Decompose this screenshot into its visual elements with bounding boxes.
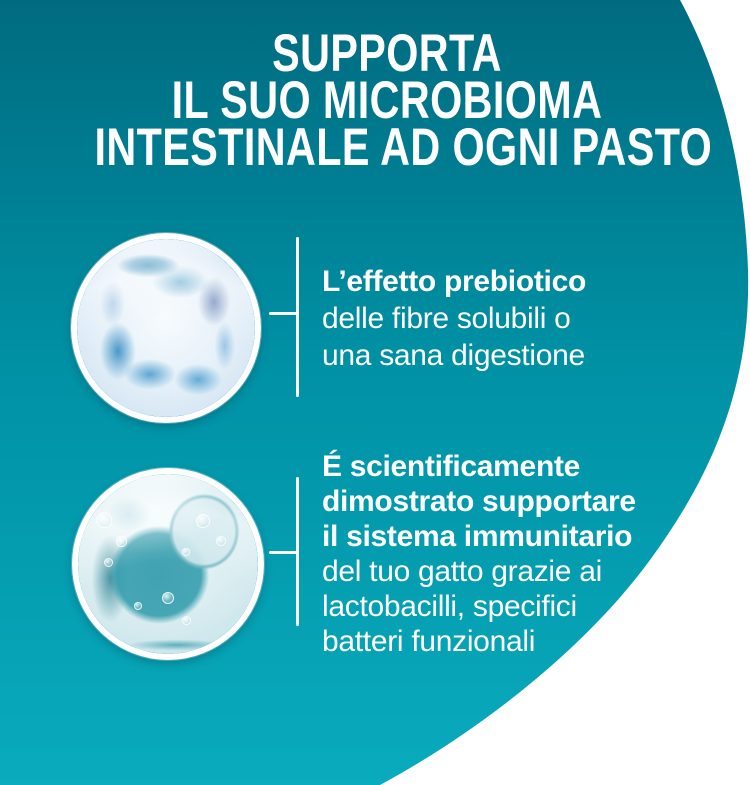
text-line: il sistema immunitario [322,520,633,553]
immune-support-text [322,449,636,659]
prebiotic-effect-text [322,263,586,374]
glass-highlight [78,474,258,654]
callout-line-tick-1 [269,312,299,315]
text-line: dimostrato supportare [322,485,636,518]
text-line: una sana digestione [322,339,585,372]
headline [94,24,713,177]
text-line: del tuo gatto grazie ai [322,555,602,588]
text-line: lactobacilli, specifici [322,590,577,623]
headline-line-2: IL SUO MICROBIOMA [171,71,603,130]
text-line: delle fibre solubili o [322,302,571,335]
glass-highlight [77,239,255,417]
callout-line-tick-2 [269,551,299,554]
callout-line-vertical-1 [296,237,299,397]
headline-line-1: SUPPORTA [272,24,502,83]
text-line: L’effetto prebiotico [322,265,587,298]
text-line: É scientificamente [322,450,581,483]
probiotic-bubbles-photo [72,468,264,660]
headline-line-3: INTESTINALE AD OGNI PASTO [94,118,713,177]
petri-dish-microbiome-photo [71,233,261,423]
text-line: batteri funzionali [322,625,536,658]
